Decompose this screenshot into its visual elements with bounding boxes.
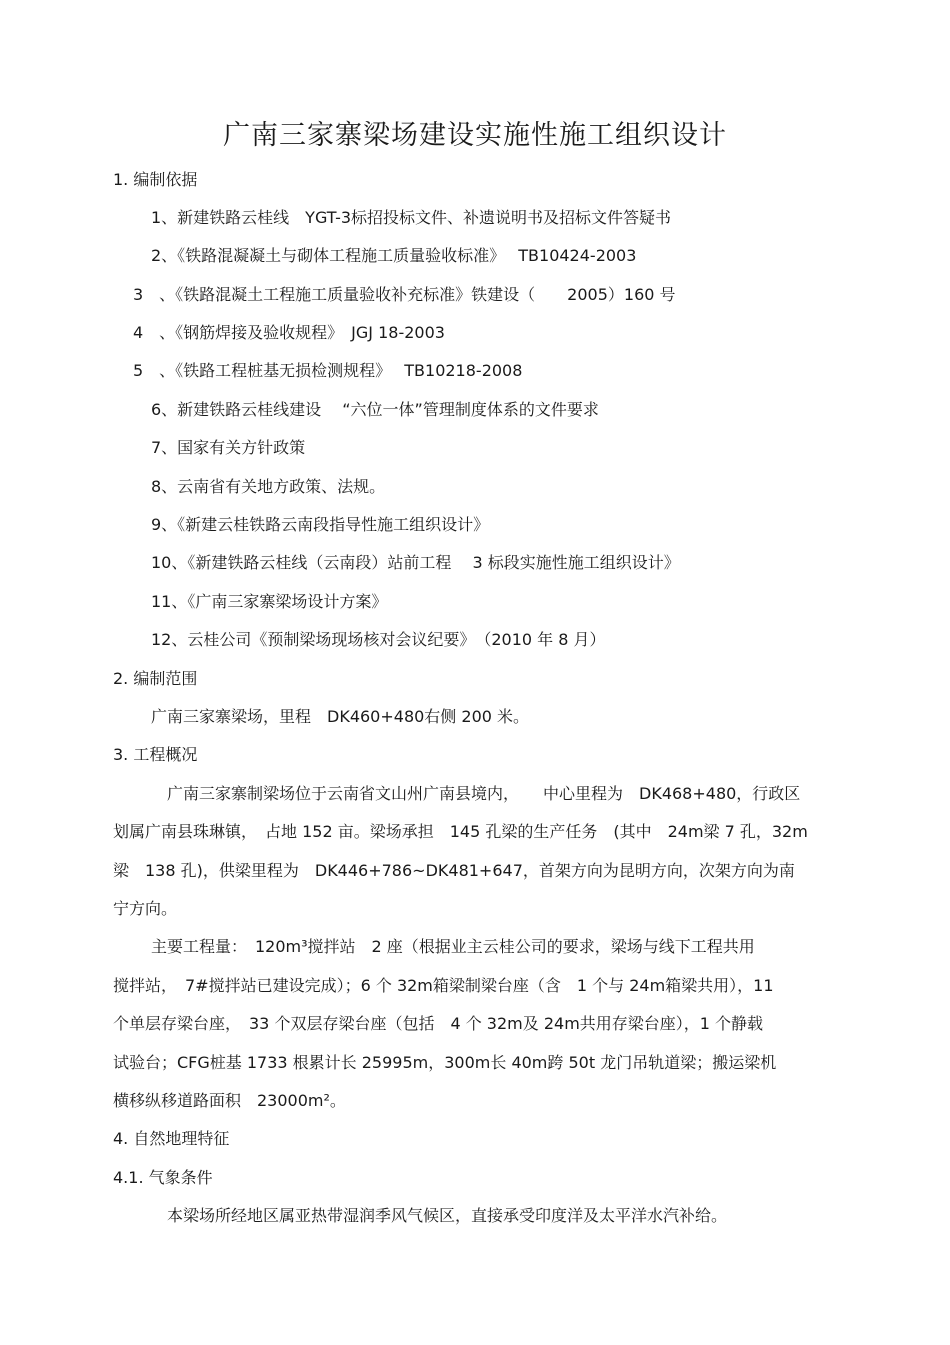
document-title: 广南三家寨梁场建设实施性施工组织设计 (223, 120, 727, 151)
basis-item-2: 2、《铁路混凝凝土与砌体工程施工质量验收标准》 TB10424-2003 (151, 246, 637, 265)
basis-item-12: 12、云桂公司《预制梁场现场核对会议纪要》 （2010 年 8 月） (151, 630, 606, 649)
overview-line-1: 广南三家寨制梁场位于云南省文山州广南县境内， 中心里程为 DK468+480，行政区 (151, 784, 801, 803)
overview-line-3: 梁 138 孔)，供梁里程为 DK446+786~DK481+647，首架方向为昆明方向，次架方向为南 (113, 861, 795, 880)
climate-text: 本梁场所经地区属亚热带湿润季风气候区，直接承受印度洋及太平洋水汽补给。 (151, 1206, 728, 1225)
basis-item-6: 6、新建铁路云桂线建设 “六位一体”管理制度体系的文件要求 (151, 400, 599, 419)
quantities-line-3: 个单层存梁台座， 33 个双层存梁台座（包括 4 个 32m及 24m共用存梁台座），1 个静载 (113, 1014, 764, 1033)
basis-item-1: 1、新建铁路云桂线 YGT-3标招投标文件、补遗说明书及招标文件答疑书 (151, 208, 672, 227)
quantities-line-2: 搅拌站， 7#搅拌站已建设完成）；6 个 32m箱梁制梁台座（含 1 个与 24m箱梁共用），11 (113, 976, 774, 995)
basis-item-8: 8、云南省有关地方政策、法规。 (151, 477, 386, 496)
basis-item-11: 11、《广南三家寨梁场设计方案》 (151, 592, 388, 611)
quantities-line-5: 横移纵移道路面积 23000m²。 (113, 1091, 346, 1110)
section-heading-4: 4. 自然地理特征 (113, 1129, 230, 1148)
scope-text: 广南三家寨梁场，里程 DK460+480右侧 200 米。 (151, 707, 530, 726)
section-heading-3: 3. 工程概况 (113, 745, 198, 764)
overview-line-4: 宁方向。 (113, 899, 178, 918)
basis-item-9: 9、《新建云桂铁路云南段指导性施工组织设计》 (151, 515, 490, 534)
quantities-line-4: 试验台；CFG桩基 1733 根累计长 25995m，300m长 40m跨 50t 龙门吊轨道梁；搬运梁机 (113, 1053, 777, 1072)
quantities-line-1: 主要工程量： 120m³搅拌站 2 座（根据业主云桂公司的要求，梁场与线下工程共用 (151, 937, 755, 956)
overview-line-2: 划属广南县珠琳镇， 占地 152 亩。梁场承担 145 孔梁的生产任务 (其中 24m梁 7 孔，32m (113, 822, 808, 841)
basis-item-7: 7、国家有关方针政策 (151, 438, 306, 457)
basis-item-5: 5 、《铁路工程桩基无损检测规程》 TB10218-2008 (133, 361, 523, 380)
section-heading-2: 2. 编制范围 (113, 669, 198, 688)
subsection-heading-4-1: 4.1. 气象条件 (113, 1168, 213, 1187)
basis-item-4: 4 、《钢筋焊接及验收规程》 JGJ 18-2003 (133, 323, 445, 342)
section-heading-1: 1. 编制依据 (113, 170, 198, 189)
basis-item-3: 3 、《铁路混凝土工程施工质量验收补充标准》铁建设（ 2005）160 号 (133, 285, 676, 304)
basis-item-10: 10、《新建铁路云桂线（云南段）站前工程 3 标段实施性施工组织设计》 (151, 553, 680, 572)
